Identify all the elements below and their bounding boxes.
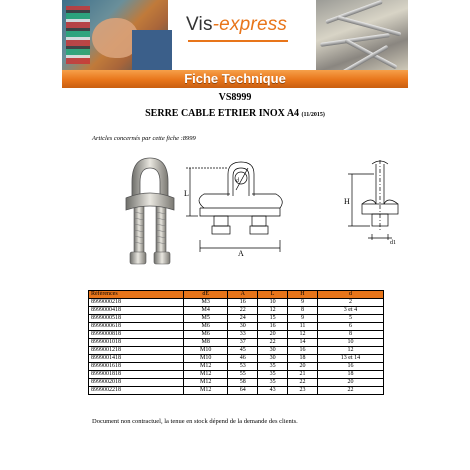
table-row bbox=[89, 379, 384, 387]
table-cell: 20 bbox=[317, 379, 383, 387]
table-cell: 22 bbox=[228, 307, 258, 315]
table-cell: 58 bbox=[228, 379, 258, 387]
table-cell: M12 bbox=[183, 371, 227, 379]
table-cell: M10 bbox=[183, 355, 227, 363]
col-header: A bbox=[228, 291, 258, 299]
table-cell: 8 bbox=[317, 331, 383, 339]
table-cell: 20 bbox=[288, 363, 318, 371]
table-cell: 10 bbox=[317, 339, 383, 347]
table-cell: 8999001018 bbox=[89, 339, 184, 347]
table-cell: 9 bbox=[288, 299, 318, 307]
table-cell: 33 bbox=[228, 331, 258, 339]
table-cell: M8 bbox=[183, 339, 227, 347]
product-reference: VS8999 bbox=[218, 92, 252, 103]
screw-shape bbox=[337, 16, 402, 37]
table-cell: 16 bbox=[258, 323, 288, 331]
table-cell: 10 bbox=[258, 299, 288, 307]
table-cell: 8999000218 bbox=[89, 299, 184, 307]
table-cell: 13 et 14 bbox=[317, 355, 383, 363]
brand-name: Vis bbox=[186, 14, 213, 35]
table-cell: 20 bbox=[258, 331, 288, 339]
table-cell: 8999000618 bbox=[89, 323, 184, 331]
table-cell: 6 bbox=[317, 323, 383, 331]
table-cell: M6 bbox=[183, 331, 227, 339]
table-cell: 16 bbox=[317, 363, 383, 371]
col-header: d bbox=[317, 291, 383, 299]
concerned-articles: Articles concernés par cette fiche :8999 bbox=[92, 135, 196, 142]
datasheet-page bbox=[62, 0, 408, 470]
product-photo bbox=[118, 152, 182, 280]
table-row bbox=[89, 339, 384, 347]
table-cell: 16 bbox=[288, 347, 318, 355]
table-cell: 8999000818 bbox=[89, 331, 184, 339]
table-cell: M4 bbox=[183, 307, 227, 315]
col-header: dE bbox=[183, 291, 227, 299]
table-cell: M6 bbox=[183, 323, 227, 331]
table-row bbox=[89, 315, 384, 323]
table-cell: 37 bbox=[228, 339, 258, 347]
table-cell: 12 bbox=[288, 331, 318, 339]
table-row bbox=[89, 363, 384, 371]
col-header: H bbox=[288, 291, 318, 299]
table-cell: 22 bbox=[288, 379, 318, 387]
table-cell: 22 bbox=[317, 387, 383, 395]
table-cell: 8999001618 bbox=[89, 363, 184, 371]
table-row bbox=[89, 387, 384, 395]
table-row bbox=[89, 323, 384, 331]
title-band bbox=[62, 70, 408, 88]
table-cell: 2 bbox=[317, 299, 383, 307]
footnote: Document non contractuel, la tenue en stock dépend de la demande des clients. bbox=[92, 418, 298, 425]
table-cell: 12 bbox=[317, 347, 383, 355]
table-cell: 21 bbox=[288, 371, 318, 379]
table-cell: 64 bbox=[228, 387, 258, 395]
table-cell: 23 bbox=[288, 387, 318, 395]
table-cell: 45 bbox=[228, 347, 258, 355]
table-header-row bbox=[89, 291, 384, 299]
header-banner bbox=[62, 0, 408, 70]
table-cell: 8999001418 bbox=[89, 355, 184, 363]
table-cell: 35 bbox=[258, 379, 288, 387]
table-cell: 8999002218 bbox=[89, 387, 184, 395]
table-cell: 30 bbox=[258, 355, 288, 363]
table-cell: 8999001218 bbox=[89, 347, 184, 355]
logo-underline bbox=[188, 40, 288, 42]
table-row bbox=[89, 371, 384, 379]
table-cell: M12 bbox=[183, 379, 227, 387]
tools-shape bbox=[66, 6, 90, 64]
specs-table bbox=[88, 290, 384, 395]
table-cell: 46 bbox=[228, 355, 258, 363]
table-cell: 8999002018 bbox=[89, 379, 184, 387]
sleeve-shape bbox=[132, 30, 172, 70]
table-cell: 9 bbox=[288, 315, 318, 323]
dim-label-d: d bbox=[236, 178, 239, 184]
table-cell: 53 bbox=[228, 363, 258, 371]
table-cell: M5 bbox=[183, 315, 227, 323]
header-photo-workshop bbox=[62, 0, 168, 70]
table-cell: M12 bbox=[183, 363, 227, 371]
col-header: L bbox=[258, 291, 288, 299]
table-cell: 55 bbox=[228, 371, 258, 379]
table-cell: 8999000518 bbox=[89, 315, 184, 323]
table-cell: 8 bbox=[288, 307, 318, 315]
table-cell: 16 bbox=[228, 299, 258, 307]
brand-logo bbox=[186, 14, 287, 36]
table-cell: 22 bbox=[258, 339, 288, 347]
product-title-text: SERRE CABLE ETRIER INOX A4 bbox=[145, 108, 300, 119]
table-body bbox=[89, 299, 384, 395]
table-row bbox=[89, 307, 384, 315]
table-cell: 18 bbox=[317, 371, 383, 379]
table-cell: 30 bbox=[258, 347, 288, 355]
band-title: Fiche Technique bbox=[184, 71, 286, 86]
table-cell: 43 bbox=[258, 387, 288, 395]
technical-drawing bbox=[176, 160, 412, 260]
table-cell: 12 bbox=[258, 307, 288, 315]
brand-accent: -express bbox=[212, 14, 288, 35]
dim-label-d1: d1 bbox=[390, 240, 396, 246]
table-cell: 15 bbox=[258, 315, 288, 323]
table-row bbox=[89, 331, 384, 339]
table-row bbox=[89, 299, 384, 307]
dim-label-H: H bbox=[344, 197, 350, 206]
table-cell: 3 et 4 bbox=[317, 307, 383, 315]
table-cell: 11 bbox=[288, 323, 318, 331]
table-cell: M10 bbox=[183, 347, 227, 355]
product-title-note: (11/2015) bbox=[301, 112, 325, 118]
table-cell: M3 bbox=[183, 299, 227, 307]
table-cell: 30 bbox=[228, 323, 258, 331]
table-cell: 5 bbox=[317, 315, 383, 323]
dim-label-A: A bbox=[238, 249, 244, 258]
table-cell: 18 bbox=[288, 355, 318, 363]
table-cell: M12 bbox=[183, 387, 227, 395]
table-cell: 8999001818 bbox=[89, 371, 184, 379]
dim-label-L: L bbox=[184, 189, 189, 198]
header-photo-screws bbox=[316, 0, 408, 70]
table-cell: 35 bbox=[258, 371, 288, 379]
table-cell: 14 bbox=[288, 339, 318, 347]
table-row bbox=[89, 355, 384, 363]
table-cell: 24 bbox=[228, 315, 258, 323]
table-row bbox=[89, 347, 384, 355]
product-title bbox=[62, 108, 408, 119]
table-cell: 8999000418 bbox=[89, 307, 184, 315]
col-header: Références bbox=[89, 291, 184, 299]
table-cell: 35 bbox=[258, 363, 288, 371]
